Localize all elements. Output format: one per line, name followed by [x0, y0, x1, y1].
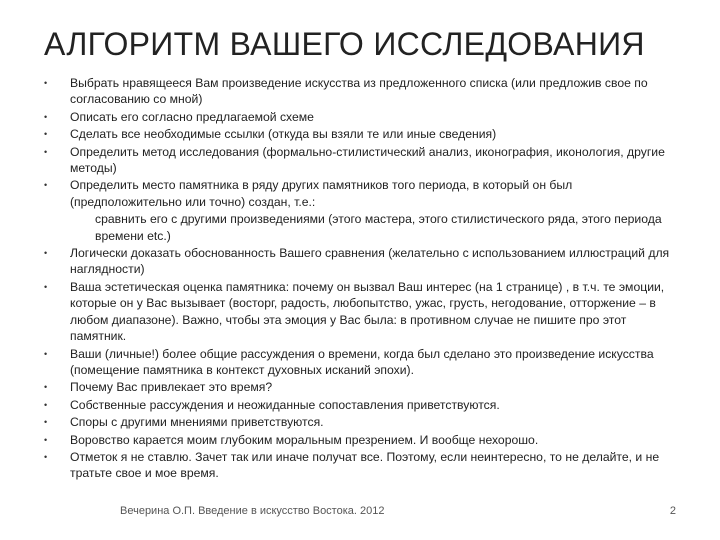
list-item: [0, 109, 720, 125]
list-item: [0, 177, 720, 210]
list-item: [0, 379, 720, 395]
list-item-text: Воровство карается моим глубоким моральным презрением. И вообще нехорошо.: [70, 432, 539, 447]
list-subitem: [0, 211, 720, 244]
list-item-text: Логически доказать обоснованность Вашего сравнения (желательно с использованием иллюстраций для наглядности): [70, 246, 670, 277]
list-item-text: Ваша эстетическая оценка памятника: почему он вызвал Ваш интерес (на 1 странице) , в т.ч. те эмоции, которые он у Вас вызывает (восторг, радость, любопытство, ужас, грусть, негодование, отторжение – в любом диапазоне). Важно, чтобы эта эмоция у Вас была: в противном случае не пишите про этот памятник.: [70, 279, 665, 344]
list-item: [0, 449, 720, 482]
page-number: 2: [669, 505, 676, 517]
list-item-text: Отметок я не ставлю. Зачет так или иначе получат все. Поэтому, если неинтересно, то не делайте, и не тратьте свое и мое время.: [70, 449, 660, 481]
bullet-icon: •: [44, 78, 48, 88]
bullet-icon: •: [44, 281, 48, 292]
bullet-icon: •: [44, 348, 48, 359]
footer-text: Вечерина О.П. Введение в искусство Востока. 2012: [120, 505, 385, 517]
bullet-icon: •: [44, 180, 48, 191]
bullet-icon: •: [44, 451, 48, 462]
list-item-text: Определить метод исследования (формально-стилистический анализ, иконография, иконология, другие методы): [70, 144, 665, 176]
bullet-icon: •: [44, 146, 48, 157]
list-item-text: Почему Вас привлекает это время?: [70, 380, 273, 395]
list-item: [0, 414, 720, 430]
list-item-text: Выбрать нравящееся Вам произведение искусства из предложенного списка (или предложив свое по согласованию со мной): [70, 76, 648, 107]
list-item-text: сравнить его с другими произведениями (этого мастера, этого стилистического ряда, этого периода времени etc.): [95, 212, 662, 243]
list-item: [0, 126, 720, 142]
list-item: [0, 432, 720, 448]
bullet-icon: •: [44, 111, 48, 122]
bullet-icon: •: [44, 382, 48, 393]
slide-title: АЛГОРИТМ ВАШЕГО ИССЛЕДОВАНИЯ: [44, 26, 645, 62]
bullet-icon: •: [44, 129, 48, 140]
list-item: [0, 144, 720, 177]
list-item: [0, 346, 720, 379]
bullet-icon: •: [44, 248, 48, 259]
bullet-icon: •: [44, 399, 48, 410]
list-item-text: Собственные рассуждения и неожиданные сопоставления приветствуются.: [70, 397, 500, 412]
bullet-icon: •: [44, 434, 48, 445]
list-item-text: Описать его согласно предлагаемой схеме: [70, 109, 314, 124]
list-item: [0, 245, 720, 278]
list-item-text: Ваши (личные!) более общие рассуждения о времени, когда был сделано это произведение искусства (помещение памятника в контекст духовных исканий эпохи).: [70, 346, 654, 377]
bullet-icon: •: [44, 417, 48, 428]
bullet-list: [0, 75, 720, 483]
list-item-text: Сделать все необходимые ссылки (откуда вы взяли те или иные сведения): [70, 127, 497, 142]
list-item: [0, 279, 720, 345]
list-item: [0, 397, 720, 413]
list-item-text: Определить место памятника в ряду других памятников того периода, в который он был (предположительно или точно) создан, т.е.:: [70, 178, 573, 209]
list-item: [0, 75, 720, 108]
list-item-text: Споры с другими мнениями приветствуются.: [70, 415, 324, 430]
